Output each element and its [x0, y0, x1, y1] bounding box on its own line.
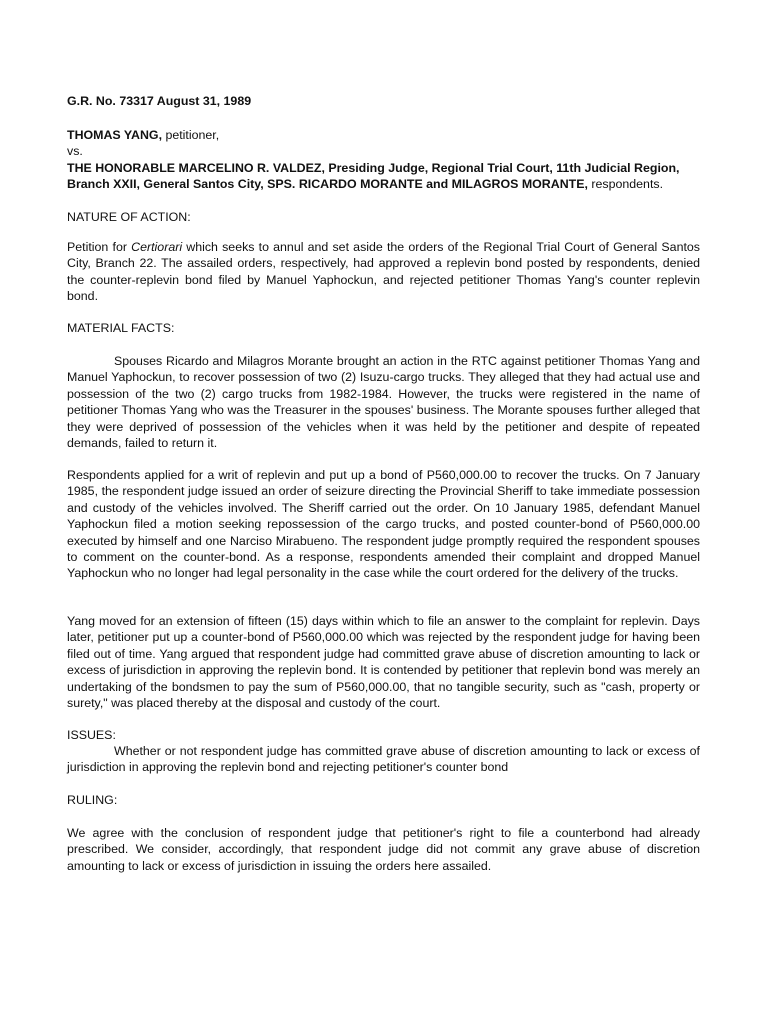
- nature-text-before: Petition for: [67, 240, 132, 254]
- issues-paragraph: Whether or not respondent judge has committed grave abuse of discretion amounting to lack or excess of jurisdiction in approving the replevin bond and rejecting petitioner's counter bond: [67, 744, 700, 775]
- facts-paragraph-2: Respondents applied for a writ of replevin and put up a bond of P560,000.00 to recover the trucks. On 7 January 1985, the respondent judge issued an order of seizure directing the Provincial Sheriff to take immediate possession and custody of the vehicles involved. The Sheriff carried out the order. On 10 January 1985, defendant Manuel Yaphockun filed a motion seeking repossession of the cargo trucks, and posted counter-bond of P560,000.00 executed by himself and one Narciso Mirabueno. The respondent judge promptly required the respondent spouses to comment on the counter-bond. As a response, respondents amended their complaint and dropped Manuel Yaphockun who no longer had legal personality in the case while the court ordered for the delivery of the trucks.: [67, 468, 700, 581]
- petitioner-name: THOMAS YANG,: [67, 128, 163, 142]
- facts-paragraph-1: Spouses Ricardo and Milagros Morante brought an action in the RTC against petitioner Thomas Yang and Manuel Yaphockun, to recover possession of two (2) Isuzu-cargo trucks. They alleged that they had actual use and possession of the two (2) cargo trucks from 1982-1984. However, the trucks were registered in the name of petitioner Thomas Yang who was the Treasurer in the spouses' business. The Morante spouses further alleged that they were deprived of possession of the vehicles when it was held by the petitioner and despite of repeated demands, failed to return it.: [67, 354, 700, 451]
- respondents-role: respondents.: [587, 177, 664, 192]
- ruling-paragraph: We agree with the conclusion of respondent judge that petitioner's right to file a counterbond had already prescribed. We consider, accordingly, that respondent judge did not commit any grave abuse of discretion amounting to lack or excess of jurisdiction in issuing the orders here assailed.: [67, 826, 700, 873]
- facts-heading: MATERIAL FACTS:: [67, 321, 175, 335]
- nature-heading: NATURE OF ACTION:: [67, 210, 191, 224]
- facts-paragraph-3: Yang moved for an extension of fifteen (15) days within which to file an answer to the complaint for replevin. Days later, petitioner put up a counter-bond of P560,000.00 which was rejected by the respondent judge for having been filed out of time. Yang argued that respondent judge had committed grave abuse of discretion amounting to lack or excess of jurisdiction in approving the replevin bond. It is contended by petitioner that replevin bond was merely an undertaking of the bondsmen to pay the sum of P560,000.00, that no tangible security, such as "cash, property or surety," was placed thereby at the disposal and custody of the court.: [67, 614, 700, 711]
- case-number: G.R. No. 73317 August 31, 1989: [67, 94, 252, 108]
- nature-paragraph: [67, 239, 700, 305]
- versus-label: vs.: [67, 144, 83, 159]
- issues-heading: ISSUES:: [67, 728, 116, 742]
- certiorari-term: Certiorari: [131, 240, 183, 254]
- petitioner-role: petitioner,: [162, 128, 220, 142]
- petitioner-line: [67, 127, 700, 143]
- case-parties: [67, 127, 700, 193]
- ruling-heading: RULING:: [67, 793, 118, 807]
- nature-text-after: which seeks to annul and set aside the orders of the Regional Trial Court of General Santos City, Branch 22. The assailed orders, respectively, had approved a replevin bond posted by respondents, denied the counter-replevin bond filed by Manuel Yaphockun, and rejected petitioner Thomas Yang's counter replevin bond.: [67, 240, 700, 304]
- respondents-names: THE HONORABLE MARCELINO R. VALDEZ, Presiding Judge, Regional Trial Court, 11th Judicial Region, Branch XXII, General Santos City, SPS. RICARDO MORANTE and MILAGROS MORANTE,: [67, 160, 680, 192]
- respondents-line: [67, 160, 700, 193]
